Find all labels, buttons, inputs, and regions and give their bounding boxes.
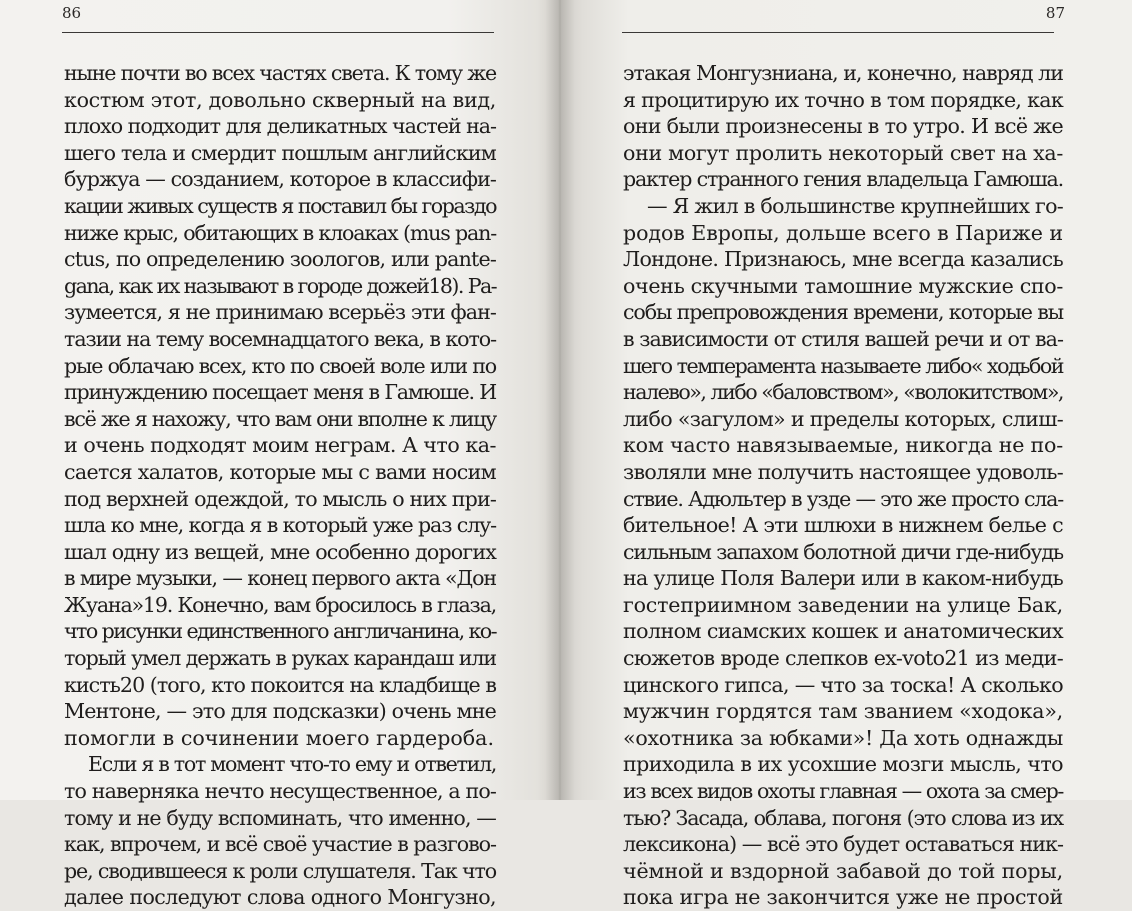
text-line: шла ко мне, когда я в который уже раз слу- <box>64 513 496 538</box>
text-line: на улице Поля Валери или в каком-нибудь <box>623 566 1063 591</box>
text-line: что рисунки единственного англичанина, ко- <box>64 619 496 644</box>
text-line: принуждению посещает меня в Гамюше. И <box>64 380 496 405</box>
text-line: в мире музыки, — конец первого акта «Дон <box>64 566 496 591</box>
text-line: зумеется, я не принимаю всерьёз эти фан- <box>64 300 496 325</box>
text-line: сается халатов, которые мы с вами носим <box>64 459 496 484</box>
text-line: шал одну из вещей, мне особенно дорогих <box>64 539 496 564</box>
text-line: налево», либо «баловством», «волокитством», <box>623 380 1063 405</box>
left-page <box>0 0 560 910</box>
text-line: полном сиамских кошек и анатомических <box>623 619 1063 644</box>
text-line: то наверняка нечто несущественное, а по- <box>64 779 496 804</box>
text-line: родов Европы, дольше всего в Париже и <box>623 220 1063 245</box>
right-page-text <box>623 60 1063 911</box>
right-page <box>560 0 1132 910</box>
text-line: сюжетов вроде слепков ex-voto21 из меди- <box>623 646 1063 671</box>
text-line: Жуана»19. Конечно, вам бросилось в глаза, <box>64 592 496 617</box>
text-line: ниже крыс, обитающих в клоаках (mus pan- <box>64 220 496 245</box>
text-line: шего темперамента называете либо« ходьбой <box>623 353 1063 378</box>
text-line: всё же я нахожу, что вам они вполне к лицу <box>64 406 496 431</box>
text-line: как, впрочем, и всё своё участие в разгово- <box>64 832 497 857</box>
text-line: далее последуют слова одного Монгузно, <box>64 885 496 910</box>
text-line: буржуа — созданием, которое в классифи- <box>64 167 496 192</box>
text-line: Ментоне, — это для подсказки) очень мне <box>64 699 496 724</box>
text-line: ныне почти во всех частях света. К тому же <box>64 61 496 85</box>
text-line: и очень подходят моим неграм. А что ка- <box>64 433 496 458</box>
text-line: ствие. Адюльтер в узде — это же просто сла- <box>623 486 1063 511</box>
text-line: «охотника за юбками»! Да хоть однажды <box>623 725 1063 750</box>
header-rule-left <box>62 32 494 33</box>
text-line: плохо подходит для деликатных частей на- <box>64 114 496 139</box>
text-line: приходила в их усохшие мозги мысль, что <box>623 752 1063 777</box>
text-line: под верхней одеждой, то мысль о них при- <box>64 486 496 511</box>
text-line: они были произнесены в то утро. И всё же <box>623 114 1063 139</box>
text-line: гостеприимном заведении на улице Бак, <box>623 592 1063 617</box>
text-line: лексикона) — всё это будет оставаться ник- <box>623 832 1063 857</box>
text-line: ком часто навязываемые, никогда не по- <box>623 433 1063 458</box>
text-line: этакая Монгузниана, и, конечно, навряд ли <box>623 61 1063 85</box>
text-line: ре, сводившееся к роли слушателя. Так что <box>64 858 496 883</box>
text-line: сильным запахом болотной дичи где-нибудь <box>623 539 1063 564</box>
text-line: цинского гипса, — что за тоска! А сколько <box>623 672 1063 697</box>
text-line: чёмной и вздорной забавой до той поры, <box>623 858 1063 883</box>
text-line: тому и не буду вспоминать, что именно, — <box>64 805 496 830</box>
text-line: зволяли мне получить настоящее удоволь- <box>623 459 1063 484</box>
text-line: Лондоне. Признаюсь, мне всегда казались <box>623 247 1063 272</box>
text-line: мужчин гордятся там званием «ходока», <box>623 699 1063 724</box>
header-rule-right <box>622 32 1054 33</box>
page-number-left: 86 <box>62 4 82 22</box>
text-line: помогли в сочинении моего гардероба. <box>64 725 494 750</box>
text-line: рактер странного гения владельца Гамюша. <box>623 167 1063 192</box>
text-line: из всех видов охоты главная — охота за смер- <box>623 779 1063 804</box>
text-line: собы препровождения времени, которые вы <box>623 300 1063 325</box>
text-line: шего тела и смердит пошлым английским <box>64 140 496 165</box>
text-line: пока игра не закончится уже не простой <box>623 885 1063 910</box>
text-line: кации живых существ я поставил бы гораздо <box>64 193 496 218</box>
text-line: очень скучными тамошние мужские спо- <box>623 273 1063 298</box>
text-line: они могут пролить некоторый свет на ха- <box>623 140 1063 165</box>
text-line: тью? Засада, облава, погоня (это слова из их <box>623 805 1063 830</box>
page-number-right: 87 <box>1045 4 1065 22</box>
text-line: тазии на тему восемнадцатого века, в кото- <box>64 326 496 351</box>
text-line: торый умел держать в руках карандаш или <box>64 646 496 671</box>
text-line: — Я жил в большинстве крупнейших го- <box>647 193 1063 218</box>
text-line: бительное! А эти шлюхи в нижнем белье с <box>623 513 1063 538</box>
text-line: gana, как их называют в городе дожей18). Ра- <box>64 273 496 298</box>
text-line: костюм этот, довольно скверный на вид, <box>64 87 496 112</box>
text-line: рые облачаю всех, кто по своей воле или по <box>64 353 496 378</box>
text-line: кисть20 (того, кто покоится на кладбище в <box>64 672 496 697</box>
text-line: Если я в тот момент что-то ему и ответил, <box>88 752 496 777</box>
text-line: в зависимости от стиля вашей речи и от ва- <box>623 326 1063 351</box>
text-line: либо «загулом» и пределы которых, слиш- <box>623 406 1063 431</box>
text-line: ctus, по определению зоологов, или pante- <box>64 247 496 272</box>
text-line: я процитирую их точно в том порядке, как <box>623 87 1063 112</box>
left-page-text <box>64 60 496 911</box>
